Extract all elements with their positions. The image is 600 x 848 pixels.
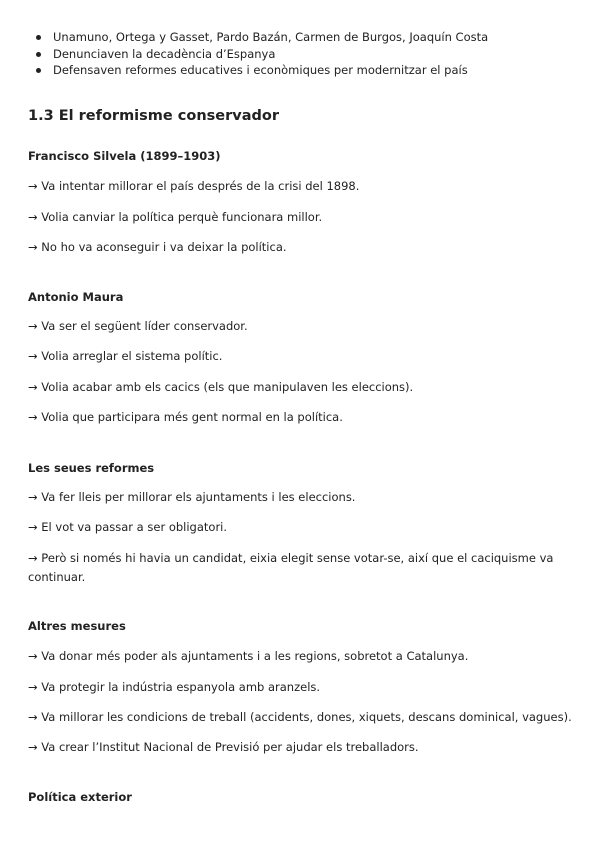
- mesures-heading: Altres mesures: [28, 619, 126, 633]
- list-item-text: Denunciaven la decadència d’Espanya: [53, 46, 276, 61]
- intro-bullet-list: [36, 29, 488, 79]
- paragraph: → Volia arreglar el sistema polític.: [28, 349, 223, 363]
- bullet-icon: [36, 52, 41, 57]
- paragraph: → Va fer lleis per millorar els ajuntaments i les eleccions.: [28, 490, 356, 504]
- paragraph: → Va ser el següent líder conservador.: [28, 319, 248, 333]
- paragraph: → Volia que participara més gent normal en la política.: [28, 410, 343, 424]
- list-item: [36, 46, 488, 63]
- paragraph: → Va intentar millorar el país després de la crisi del 1898.: [28, 179, 360, 193]
- paragraph: → Va protegir la indústria espanyola amb aranzels.: [28, 680, 321, 694]
- bullet-icon: [36, 35, 41, 40]
- paragraph: → Va crear l’Institut Nacional de Previsió per ajudar els treballadors.: [28, 740, 419, 754]
- paragraph: → Va donar més poder als ajuntaments i a les regions, sobretot a Catalunya.: [28, 649, 469, 663]
- paragraph: → Va millorar les condicions de treball (accidents, dones, xiquets, descans dominical, vagues).: [28, 710, 572, 724]
- exterior-heading: Política exterior: [28, 790, 132, 804]
- paragraph: → Però si només hi havia un candidat, eixia elegit sense votar-se, així que el caciquisme va continuar.: [28, 551, 554, 584]
- list-item-text: Unamuno, Ortega y Gasset, Pardo Bazán, Carmen de Burgos, Joaquín Costa: [53, 30, 489, 44]
- list-item: [36, 62, 488, 79]
- reformes-heading: Les seues reformes: [28, 461, 155, 475]
- paragraph: → No ho va aconseguir i va deixar la política.: [28, 240, 287, 254]
- paragraph: → Volia acabar amb els cacics (els que manipulaven les eleccions).: [28, 380, 414, 394]
- section-title: 1.3 El reformisme conservador: [28, 108, 279, 124]
- list-item: [36, 29, 488, 46]
- paragraph: → El vot va passar a ser obligatori.: [28, 520, 228, 534]
- paragraph: → Volia canviar la política perquè funcionara millor.: [28, 210, 323, 224]
- list-item-text: Defensaven reformes educatives i econòmiques per modernitzar el país: [53, 63, 468, 77]
- bullet-icon: [36, 68, 41, 73]
- maura-heading: Antonio Maura: [28, 290, 124, 304]
- silvela-heading: Francisco Silvela (1899–1903): [28, 149, 221, 163]
